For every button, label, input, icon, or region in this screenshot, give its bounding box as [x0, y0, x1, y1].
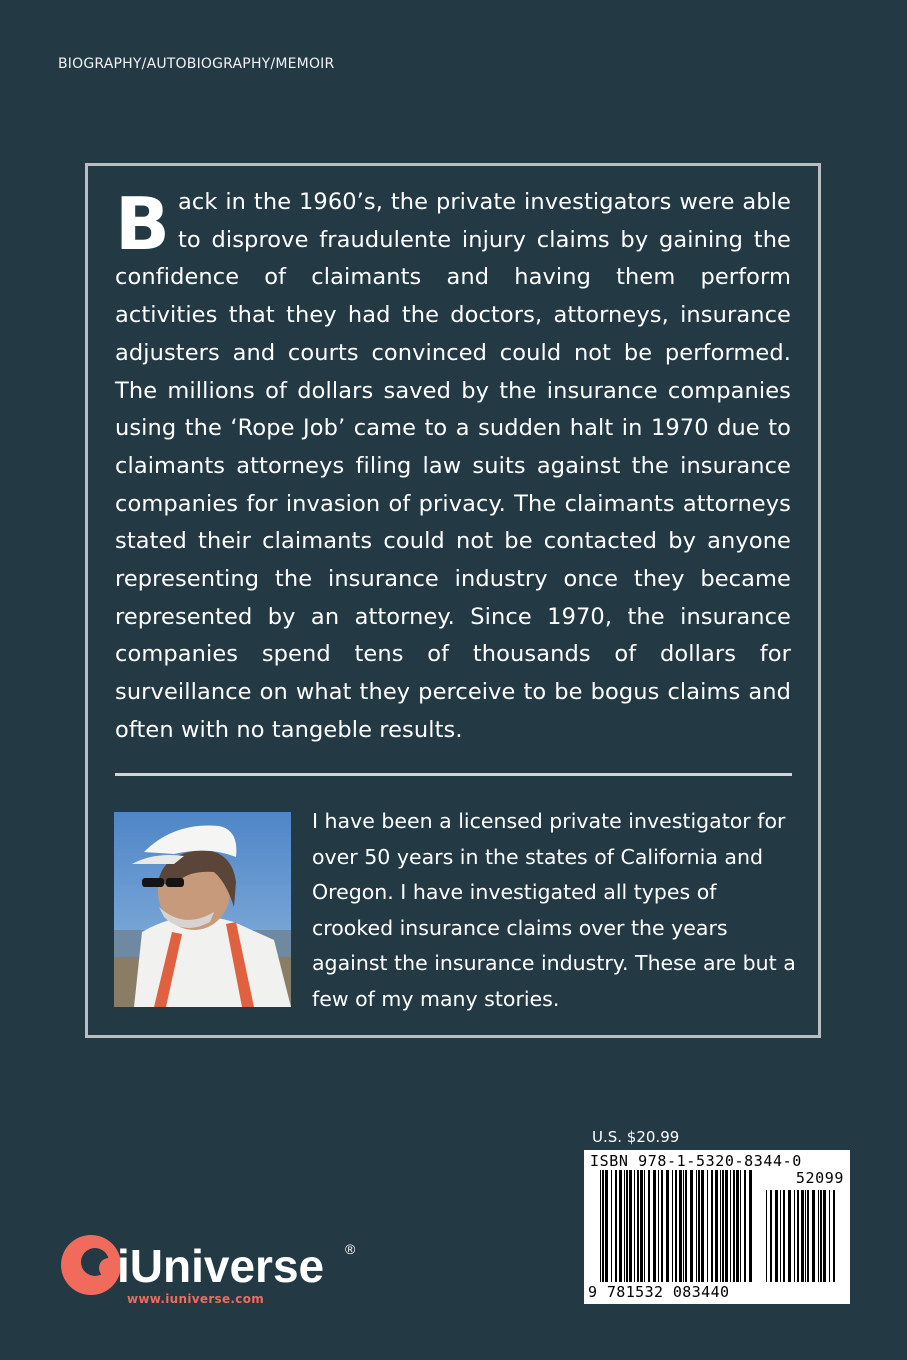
- blurb-body: ack in the 1960’s, the private investigators were able to disprove fraudulente injury claims by gaining the confidence of claimants and having them perform activities that they had the doctors, attorneys, insurance adjusters and courts convinced could not be performed. The millions of dollars saved by the insurance companies using the ‘Rope Job’ came to a sudden halt in 1970 due to claimants attorneys filing law suits against the insurance companies for invasion of privacy. The claimants attorneys stated their claimants could not be contacted by anyone representing the insurance industry once they became represented by an attorney. Since 1970, the insurance companies spend tens of thousands of dollars for surveillance on what they perceive to be bogus claims and often with no tangeble results.: [115, 189, 791, 743]
- barcode-digits: 9 781532 083440: [588, 1283, 730, 1301]
- author-photo: [114, 812, 291, 1007]
- barcode-bars-main: [600, 1170, 752, 1282]
- divider: [115, 773, 792, 776]
- blurb-text: [115, 184, 791, 750]
- registered-mark: ®: [345, 1241, 356, 1257]
- author-bio: I have been a licensed private investigator for over 50 years in the states of California and Oregon. I have investigated all types of crooked insurance claims over the years against the insurance industry. These are but a few of my many stories.: [312, 809, 796, 1011]
- barcode-price-code: 52099: [795, 1169, 844, 1187]
- barcode-bars-addon: [766, 1190, 838, 1282]
- publisher-logo: [55, 1232, 365, 1300]
- isbn-label: ISBN 978-1-5320-8344-0: [590, 1152, 802, 1170]
- category-label: BIOGRAPHY/AUTOBIOGRAPHY/MEMOIR: [58, 56, 335, 72]
- barcode: [584, 1150, 850, 1304]
- publisher-url: www.iuniverse.com: [127, 1292, 265, 1306]
- dropcap-letter: B: [115, 182, 170, 266]
- price-label: U.S. $20.99: [592, 1128, 680, 1146]
- publisher-name: iUniverse: [117, 1240, 325, 1292]
